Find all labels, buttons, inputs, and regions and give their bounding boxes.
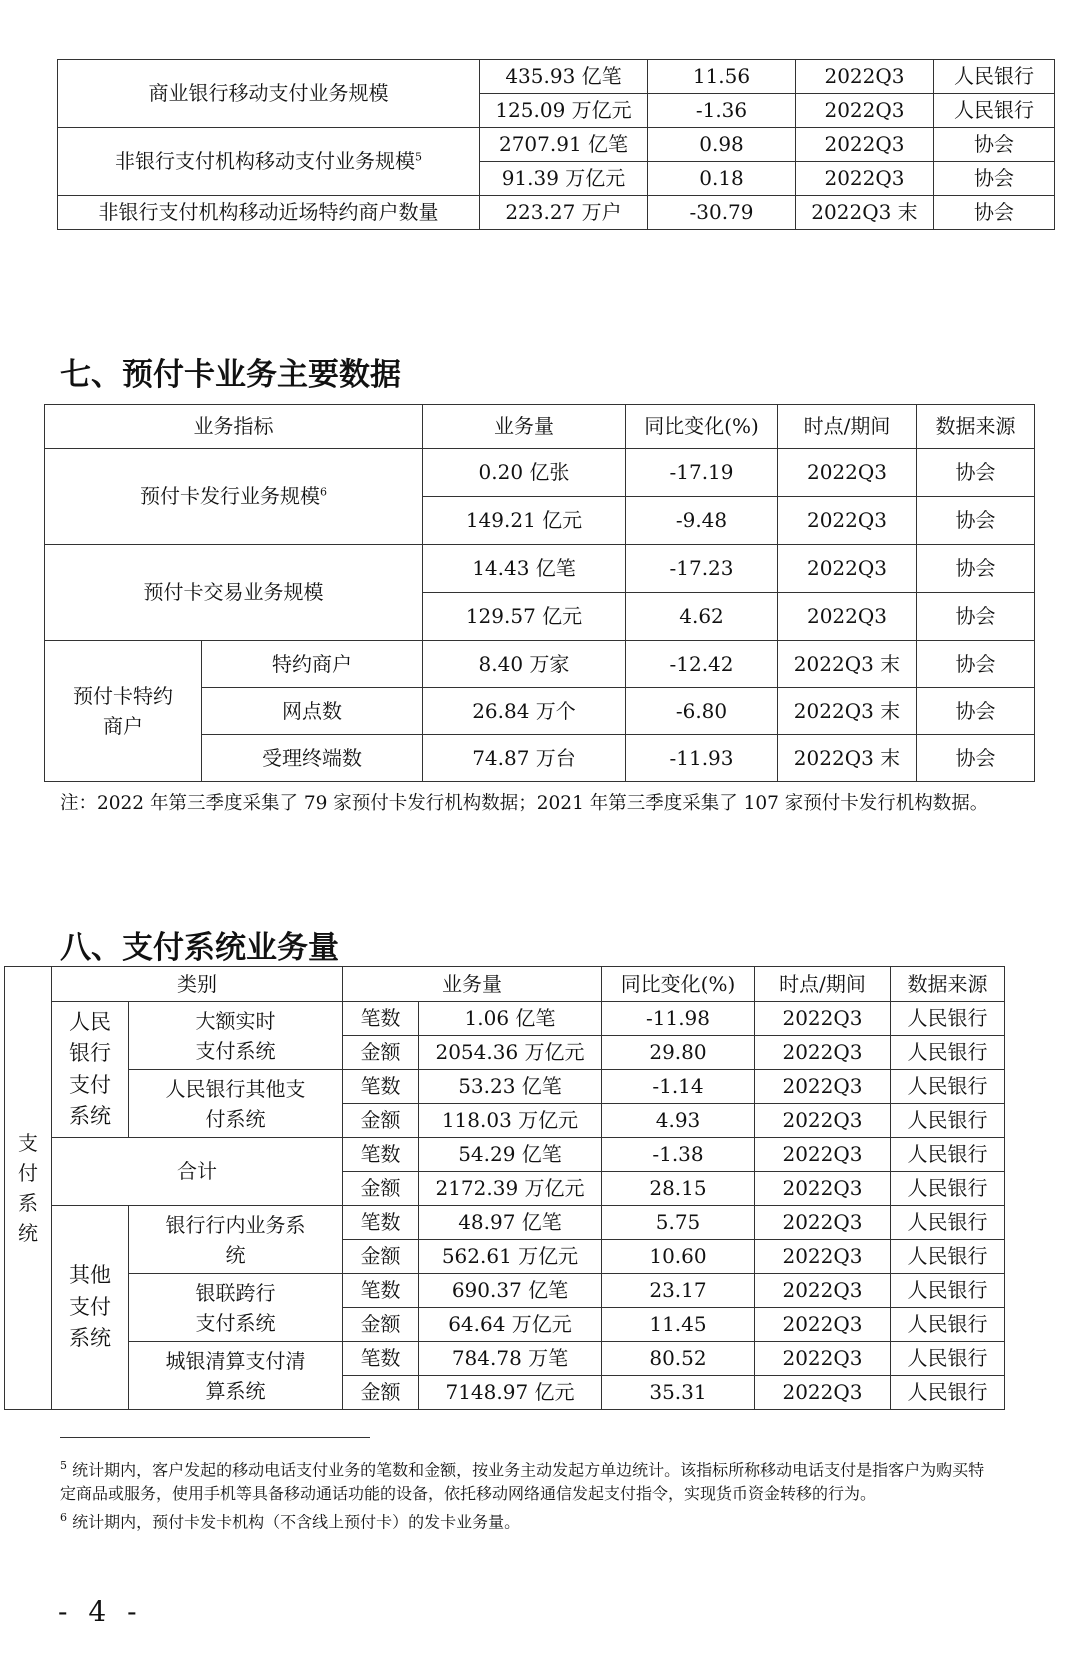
system-label: 城银清算支付清算系统	[129, 1342, 343, 1410]
kind-cell: 金额	[343, 1172, 419, 1206]
header-cell: 同比变化(%)	[626, 405, 778, 449]
yoy-cell: 28.15	[602, 1172, 755, 1206]
volume-cell: 223.27 万户	[480, 196, 648, 230]
header-cell: 业务指标	[45, 405, 423, 449]
outer-label: 支付系统	[5, 967, 52, 1410]
period-cell: 2022Q3	[755, 1342, 891, 1376]
yoy-cell: 11.56	[648, 60, 796, 94]
group-label: 其他支付系统	[52, 1206, 129, 1410]
header-cell: 业务量	[423, 405, 626, 449]
source-cell: 协会	[917, 593, 1035, 641]
header-cell: 数据来源	[917, 405, 1035, 449]
yoy-cell: -1.36	[648, 94, 796, 128]
yoy-cell: 4.93	[602, 1104, 755, 1138]
period-cell: 2022Q3	[755, 1104, 891, 1138]
yoy-cell: -11.93	[626, 735, 778, 782]
yoy-cell: 23.17	[602, 1274, 755, 1308]
source-cell: 人民银行	[934, 94, 1055, 128]
header-cell: 时点/期间	[755, 967, 891, 1002]
footnote-ref: 6	[320, 485, 327, 499]
volume-cell: 149.21 亿元	[423, 497, 626, 545]
header-cell: 同比变化(%)	[602, 967, 755, 1002]
volume-cell: 91.39 万亿元	[480, 162, 648, 196]
volume-cell: 2054.36 万亿元	[419, 1036, 602, 1070]
period-cell: 2022Q3	[755, 1036, 891, 1070]
yoy-cell: -17.23	[626, 545, 778, 593]
system-label: 大额实时支付系统	[129, 1002, 343, 1070]
page-number: - 4 -	[58, 1595, 143, 1628]
source-cell: 人民银行	[934, 60, 1055, 94]
volume-cell: 690.37 亿笔	[419, 1274, 602, 1308]
yoy-cell: -1.38	[602, 1138, 755, 1172]
section-8-title: 八、支付系统业务量	[60, 930, 339, 966]
kind-cell: 笔数	[343, 1274, 419, 1308]
volume-cell: 125.09 万亿元	[480, 94, 648, 128]
volume-cell: 8.40 万家	[423, 641, 626, 688]
yoy-cell: 29.80	[602, 1036, 755, 1070]
source-cell: 协会	[917, 641, 1035, 688]
volume-cell: 2172.39 万亿元	[419, 1172, 602, 1206]
period-cell: 2022Q3 末	[778, 688, 917, 735]
period-cell: 2022Q3	[755, 1274, 891, 1308]
period-cell: 2022Q3	[755, 1308, 891, 1342]
source-cell: 协会	[934, 162, 1055, 196]
kind-cell: 笔数	[343, 1342, 419, 1376]
kind-cell: 笔数	[343, 1206, 419, 1240]
yoy-cell: 0.18	[648, 162, 796, 196]
period-cell: 2022Q3	[796, 60, 934, 94]
yoy-cell: -6.80	[626, 688, 778, 735]
period-cell: 2022Q3	[755, 1138, 891, 1172]
source-cell: 协会	[917, 688, 1035, 735]
period-cell: 2022Q3	[778, 545, 917, 593]
sub-label: 网点数	[202, 688, 423, 735]
period-cell: 2022Q3	[755, 1002, 891, 1036]
yoy-cell: -1.14	[602, 1070, 755, 1104]
header-cell: 时点/期间	[778, 405, 917, 449]
period-cell: 2022Q3	[755, 1240, 891, 1274]
system-label: 银联跨行支付系统	[129, 1274, 343, 1342]
period-cell: 2022Q3	[755, 1070, 891, 1104]
source-cell: 人民银行	[891, 1308, 1005, 1342]
kind-cell: 笔数	[343, 1138, 419, 1172]
row-label: 非银行支付机构移动支付业务规模$^5$	[58, 128, 480, 196]
source-cell: 人民银行	[891, 1206, 1005, 1240]
source-cell: 协会	[934, 128, 1055, 162]
volume-cell: 2707.91 亿笔	[480, 128, 648, 162]
source-cell: 协会	[917, 449, 1035, 497]
period-cell: 2022Q3 末	[778, 735, 917, 782]
volume-cell: 784.78 万笔	[419, 1342, 602, 1376]
kind-cell: 金额	[343, 1104, 419, 1138]
yoy-cell: 11.45	[602, 1308, 755, 1342]
group-label: 预付卡交易业务规模	[45, 545, 423, 641]
group-label: 预付卡特约商户	[45, 641, 202, 782]
period-cell: 2022Q3	[778, 593, 917, 641]
group-label: 人民银行支付系统	[52, 1002, 129, 1138]
footnote-divider	[60, 1437, 370, 1438]
header-row	[5, 967, 1005, 1002]
volume-cell: 74.87 万台	[423, 735, 626, 782]
mobile-payment-table	[57, 59, 1055, 230]
period-cell: 2022Q3	[796, 162, 934, 196]
header-cell: 类别	[52, 967, 343, 1002]
footnote-ref: 5	[415, 150, 422, 164]
volume-cell: 129.57 亿元	[423, 593, 626, 641]
footnote-6: $^6$ 统计期内，预付卡发卡机构（不含线上预付卡）的发卡业务量。	[60, 1511, 521, 1532]
source-cell: 协会	[917, 497, 1035, 545]
source-cell: 人民银行	[891, 1036, 1005, 1070]
header-row	[45, 405, 1035, 449]
source-cell: 人民银行	[891, 1376, 1005, 1410]
yoy-cell: 4.62	[626, 593, 778, 641]
volume-cell: 26.84 万个	[423, 688, 626, 735]
volume-cell: 118.03 万亿元	[419, 1104, 602, 1138]
yoy-cell: -17.19	[626, 449, 778, 497]
header-cell: 数据来源	[891, 967, 1005, 1002]
period-cell: 2022Q3	[755, 1172, 891, 1206]
sub-label: 特约商户	[202, 641, 423, 688]
total-label: 合计	[52, 1138, 343, 1206]
system-label: 人民银行其他支付系统	[129, 1070, 343, 1138]
source-cell: 人民银行	[891, 1240, 1005, 1274]
yoy-cell: -11.98	[602, 1002, 755, 1036]
row-label: 商业银行移动支付业务规模	[58, 60, 480, 128]
source-cell: 协会	[917, 545, 1035, 593]
section-7-title: 七、预付卡业务主要数据	[60, 357, 401, 393]
source-cell: 人民银行	[891, 1138, 1005, 1172]
volume-cell: 562.61 万亿元	[419, 1240, 602, 1274]
source-cell: 协会	[934, 196, 1055, 230]
prepaid-note: 注：2022 年第三季度采集了 79 家预付卡发行机构数据；2021 年第三季度采集了 107 家预付卡发行机构数据。	[60, 793, 989, 814]
footnote-5: $^5$ 统计期内，客户发起的移动电话支付业务的笔数和金额，按业务主动发起方单边统计。该指标所称移动电话支付是指客户为购买特定商品或服务，使用手机等具备移动通话功能的设备，依托移动网络通信发起支付指令，实现货币资金转移的行为。	[60, 1459, 985, 1504]
period-cell: 2022Q3	[796, 128, 934, 162]
volume-cell: 64.64 万亿元	[419, 1308, 602, 1342]
system-label: 银行行内业务系统	[129, 1206, 343, 1274]
kind-cell: 笔数	[343, 1002, 419, 1036]
period-cell: 2022Q3	[778, 497, 917, 545]
group-label: 预付卡发行业务规模$^6$	[45, 449, 423, 545]
volume-cell: 7148.97 亿元	[419, 1376, 602, 1410]
volume-cell: 435.93 亿笔	[480, 60, 648, 94]
period-cell: 2022Q3 末	[796, 196, 934, 230]
volume-cell: 53.23 亿笔	[419, 1070, 602, 1104]
source-cell: 人民银行	[891, 1342, 1005, 1376]
period-cell: 2022Q3	[796, 94, 934, 128]
sub-label: 受理终端数	[202, 735, 423, 782]
source-cell: 协会	[917, 735, 1035, 782]
kind-cell: 金额	[343, 1240, 419, 1274]
source-cell: 人民银行	[891, 1070, 1005, 1104]
yoy-cell: 0.98	[648, 128, 796, 162]
yoy-cell: -9.48	[626, 497, 778, 545]
yoy-cell: -30.79	[648, 196, 796, 230]
footnotes	[60, 1454, 1000, 1535]
row-label: 非银行支付机构移动近场特约商户数量	[58, 196, 480, 230]
kind-cell: 笔数	[343, 1070, 419, 1104]
prepaid-card-table	[44, 404, 1035, 782]
yoy-cell: 5.75	[602, 1206, 755, 1240]
yoy-cell: -12.42	[626, 641, 778, 688]
yoy-cell: 35.31	[602, 1376, 755, 1410]
source-cell: 人民银行	[891, 1002, 1005, 1036]
yoy-cell: 10.60	[602, 1240, 755, 1274]
volume-cell: 1.06 亿笔	[419, 1002, 602, 1036]
volume-cell: 48.97 亿笔	[419, 1206, 602, 1240]
period-cell: 2022Q3 末	[778, 641, 917, 688]
source-cell: 人民银行	[891, 1104, 1005, 1138]
yoy-cell: 80.52	[602, 1342, 755, 1376]
payment-system-table	[4, 966, 1005, 1410]
period-cell: 2022Q3	[755, 1376, 891, 1410]
period-cell: 2022Q3	[755, 1206, 891, 1240]
kind-cell: 金额	[343, 1376, 419, 1410]
volume-cell: 14.43 亿笔	[423, 545, 626, 593]
kind-cell: 金额	[343, 1036, 419, 1070]
volume-cell: 0.20 亿张	[423, 449, 626, 497]
kind-cell: 金额	[343, 1308, 419, 1342]
source-cell: 人民银行	[891, 1172, 1005, 1206]
source-cell: 人民银行	[891, 1274, 1005, 1308]
volume-cell: 54.29 亿笔	[419, 1138, 602, 1172]
header-cell: 业务量	[343, 967, 602, 1002]
period-cell: 2022Q3	[778, 449, 917, 497]
